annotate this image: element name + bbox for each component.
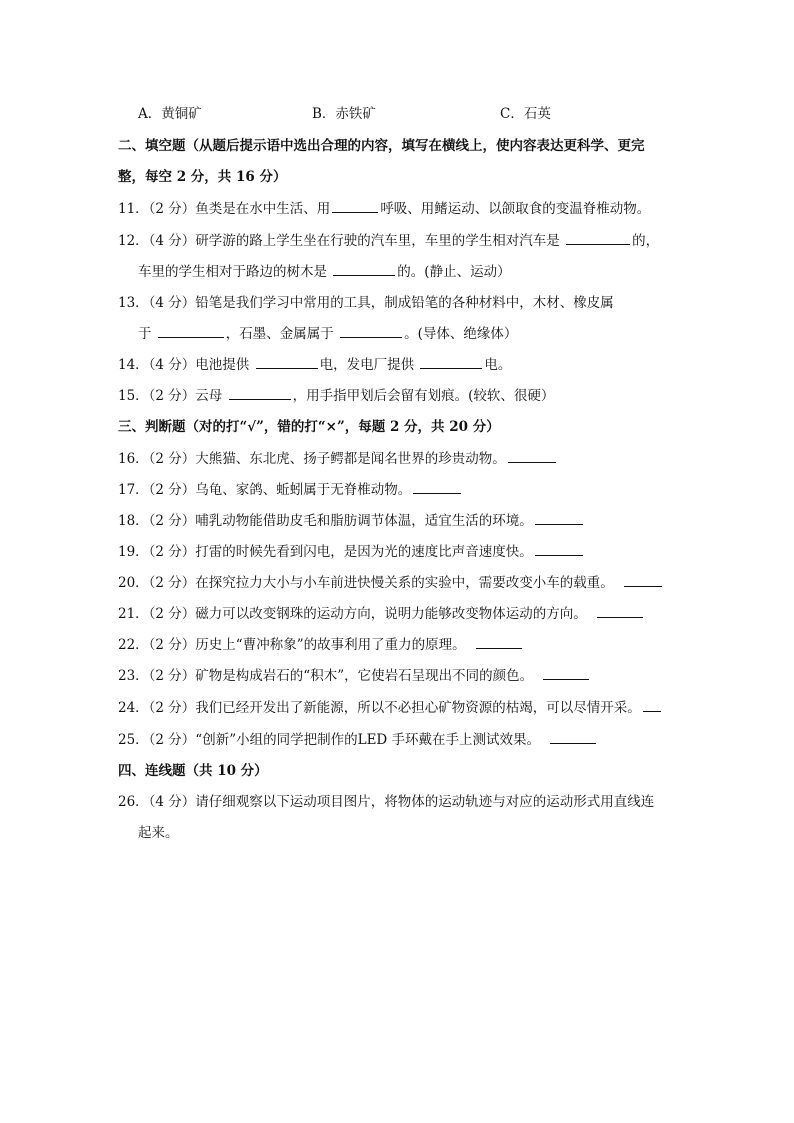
question-13-line1: 13．（4 分）铅笔是我们学习中常用的工具，制成铅笔的各种材料中，木材、橡皮属 bbox=[118, 295, 614, 311]
answer-blank[interactable] bbox=[550, 731, 596, 744]
q13-line2-suffix: 。(导体、绝缘体） bbox=[404, 326, 518, 342]
q15-prefix: 15．（2 分）云母 bbox=[118, 388, 227, 404]
question-13-line2 bbox=[138, 322, 517, 342]
option-a: A．黄铜矿 bbox=[138, 106, 202, 122]
question-12-line1 bbox=[118, 229, 659, 249]
answer-blank[interactable] bbox=[229, 387, 291, 400]
section2-header-line2: 整，每空 2 分，共 16 分） bbox=[118, 169, 287, 185]
q14-mid: 电，发电厂提供 bbox=[319, 357, 419, 373]
answer-blank[interactable] bbox=[476, 636, 522, 649]
answer-blank[interactable] bbox=[643, 699, 661, 712]
question-20 bbox=[118, 571, 664, 591]
q12-line2-suffix: 的。(静止、运动） bbox=[397, 264, 511, 280]
q12-line2-prefix: 车里的学生相对于路边的树木是 bbox=[138, 264, 332, 280]
question-text: 21．（2 分）磁力可以改变钢珠的运动方向，说明力能够改变物体运动的方向。 bbox=[118, 606, 587, 622]
answer-blank[interactable] bbox=[158, 325, 224, 338]
question-text: 22．（2 分）历史上“曹冲称象”的故事利用了重力的原理。 bbox=[118, 637, 466, 653]
answer-blank[interactable] bbox=[333, 263, 395, 276]
question-text: 24．（2 分）我们已经开发出了新能源，所以不必担心矿物资源的枯竭，可以尽情开采。 bbox=[118, 700, 641, 716]
question-text: 18．（2 分）哺乳动物能借助皮毛和脂肪调节体温，适宜生活的环境。 bbox=[118, 513, 533, 529]
answer-blank[interactable] bbox=[332, 200, 378, 213]
answer-blank[interactable] bbox=[340, 325, 402, 338]
section3-header: 三、判断题（对的打“√”，错的打“×”，每题 2 分，共 20 分） bbox=[118, 419, 500, 435]
q15-suffix: ，用手指甲划后会留有划痕。(较软、很硬） bbox=[292, 388, 555, 404]
answer-blank[interactable] bbox=[543, 667, 589, 680]
answer-blank[interactable] bbox=[566, 232, 630, 245]
q14-prefix: 14．（4 分）电池提供 bbox=[118, 357, 254, 373]
question-26-line2: 起来。 bbox=[138, 825, 179, 841]
question-text: 20．（2 分）在探究拉力大小与小车前进快慢关系的实验中，需要改变小车的载重。 bbox=[118, 575, 614, 591]
question-19 bbox=[118, 540, 585, 560]
question-16 bbox=[118, 447, 558, 467]
question-25 bbox=[118, 728, 598, 748]
q13-line2-mid: ，石墨、金属属于 bbox=[225, 326, 339, 342]
answer-blank[interactable] bbox=[413, 481, 461, 494]
q13-line2-prefix: 于 bbox=[138, 326, 156, 342]
answer-blank[interactable] bbox=[624, 574, 662, 587]
q11-suffix: 呼吸、用鳍运动、以颌取食的变温脊椎动物。 bbox=[380, 201, 651, 217]
answer-blank[interactable] bbox=[420, 356, 482, 369]
q14-suffix: 电。 bbox=[484, 357, 512, 373]
q12-line1-suffix: 的， bbox=[632, 233, 660, 249]
question-14 bbox=[118, 353, 511, 373]
question-text: 16．（2 分）大熊猫、东北虎、扬子鳄都是闻名世界的珍贵动物。 bbox=[118, 451, 506, 467]
question-23 bbox=[118, 664, 591, 684]
question-18 bbox=[118, 509, 585, 529]
question-text: 17．（2 分）乌龟、家鸽、蚯蚓属于无脊椎动物。 bbox=[118, 482, 412, 498]
option-b: B．赤铁矿 bbox=[312, 106, 376, 122]
question-26-line1: 26．（4 分）请仔细观察以下运动项目图片，将物体的运动轨迹与对应的运动形式用直线连 bbox=[118, 794, 655, 810]
question-12-line2 bbox=[138, 260, 511, 280]
question-11 bbox=[118, 197, 650, 217]
question-24 bbox=[118, 696, 663, 716]
question-17 bbox=[118, 478, 463, 498]
question-text: 25．（2 分）“创新”小组的同学把制作的LED 手环戴在手上测试效果。 bbox=[118, 732, 541, 748]
section4-header: 四、连线题（共 10 分） bbox=[118, 763, 268, 779]
section2-header-line1: 二、填空题（从题后提示语中选出合理的内容，填写在横线上，使内容表达更科学、更完 bbox=[118, 138, 645, 154]
answer-blank[interactable] bbox=[256, 356, 318, 369]
option-c: C．石英 bbox=[500, 106, 551, 122]
answer-blank[interactable] bbox=[508, 450, 556, 463]
question-22 bbox=[118, 633, 524, 653]
question-21 bbox=[118, 602, 645, 622]
answer-blank[interactable] bbox=[535, 512, 583, 525]
q11-prefix: 11．（2 分）鱼类是在水中生活、用 bbox=[118, 201, 331, 217]
question-text: 23．（2 分）矿物是构成岩石的“积木”，它使岩石呈现出不同的颜色。 bbox=[118, 668, 534, 684]
question-15 bbox=[118, 384, 554, 404]
question-text: 19．（2 分）打雷的时候先看到闪电，是因为光的速度比声音速度快。 bbox=[118, 544, 533, 560]
answer-blank[interactable] bbox=[597, 605, 643, 618]
answer-blank[interactable] bbox=[535, 543, 583, 556]
q12-line1-prefix: 12．（4 分）研学游的路上学生坐在行驶的汽车里，车里的学生相对汽车是 bbox=[118, 233, 565, 249]
